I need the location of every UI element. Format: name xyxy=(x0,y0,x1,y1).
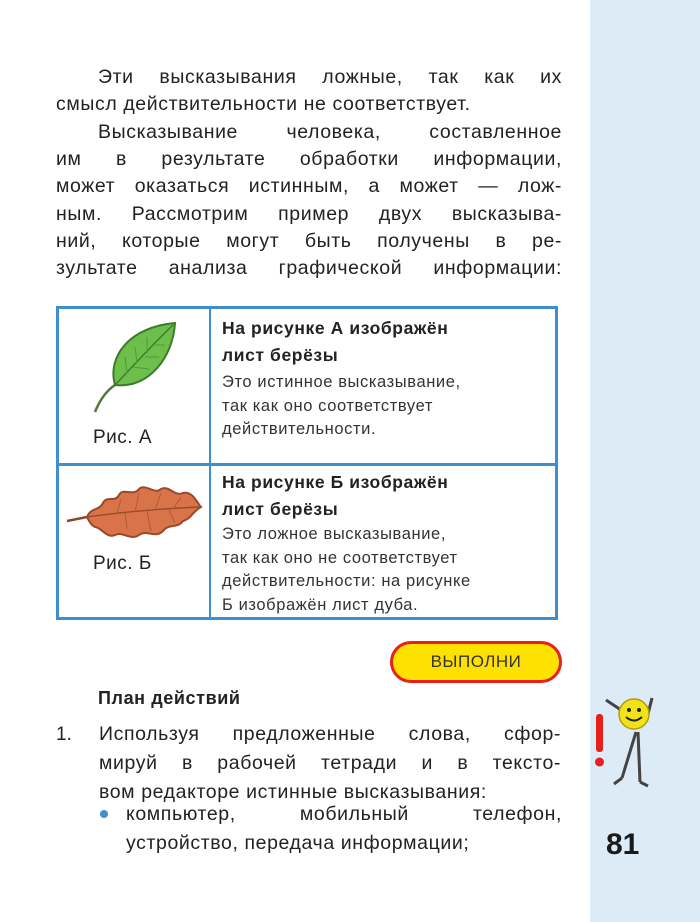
text-line: компьютер, мобильный телефон, xyxy=(126,803,562,825)
text-line: действительности. xyxy=(222,420,377,438)
bullet-icon xyxy=(100,810,108,818)
oak-leaf-image xyxy=(65,477,205,545)
statement-b-explanation xyxy=(222,523,552,617)
text-line: Высказывание человека, составленное xyxy=(98,121,562,143)
text-line: им в результате обработки информации, xyxy=(56,148,562,171)
text-line: Эти высказывания ложные, так как их xyxy=(98,66,562,88)
text-line: ний, которые могут быть получены в ре- xyxy=(56,229,562,252)
comparison-table xyxy=(56,306,558,620)
text-line: лист берёзы xyxy=(222,499,339,519)
text-line: так как оно не соответствует xyxy=(222,548,458,567)
text-line: действительности: на рисунке xyxy=(222,572,471,590)
word-list xyxy=(126,800,562,858)
text-line: смысл действительности не соответствует. xyxy=(56,93,471,116)
table-divider-horizontal xyxy=(59,463,555,466)
text-line: так как оно соответствует xyxy=(222,396,433,415)
do-task-button[interactable]: ВЫПОЛНИ xyxy=(390,641,562,683)
text-line: Б изображён лист дуба. xyxy=(222,595,419,614)
birch-leaf-image xyxy=(89,317,183,417)
plan-heading: План действий xyxy=(98,688,241,708)
text-line: лист берёзы xyxy=(222,345,339,365)
text-line: зультате анализа графической информации: xyxy=(56,257,562,280)
page-number: 81 xyxy=(606,828,640,861)
text-line: Это истинное высказывание, xyxy=(222,373,461,391)
figure-caption-a: Рис. А xyxy=(93,427,153,448)
statement-a-explanation xyxy=(222,371,552,442)
figure-caption-b: Рис. Б xyxy=(93,553,152,574)
text-line: На рисунке А изображён xyxy=(222,318,449,338)
smiley-mascot-icon xyxy=(592,692,654,796)
text-line: Используя предложенные слова, сфор- xyxy=(99,723,561,745)
text-line: Это ложное высказывание, xyxy=(222,525,447,543)
text-line: вом редакторе истинные высказывания: xyxy=(99,781,487,803)
statement-b-title xyxy=(222,469,542,523)
task-instruction xyxy=(99,720,561,807)
text-line: устройство, передача информации; xyxy=(126,832,470,854)
intro-paragraph-2 xyxy=(56,119,562,282)
intro-paragraph-1 xyxy=(56,64,562,118)
list-item-number: 1. xyxy=(56,724,72,745)
text-line: может оказаться истинным, а может — лож- xyxy=(56,175,562,198)
text-line: ным. Рассмотрим пример двух высказыва- xyxy=(56,202,562,225)
statement-a-title xyxy=(222,315,542,369)
text-line: мируй в рабочей тетради и в тексто- xyxy=(99,752,561,774)
text-line: На рисунке Б изображён xyxy=(222,472,449,492)
